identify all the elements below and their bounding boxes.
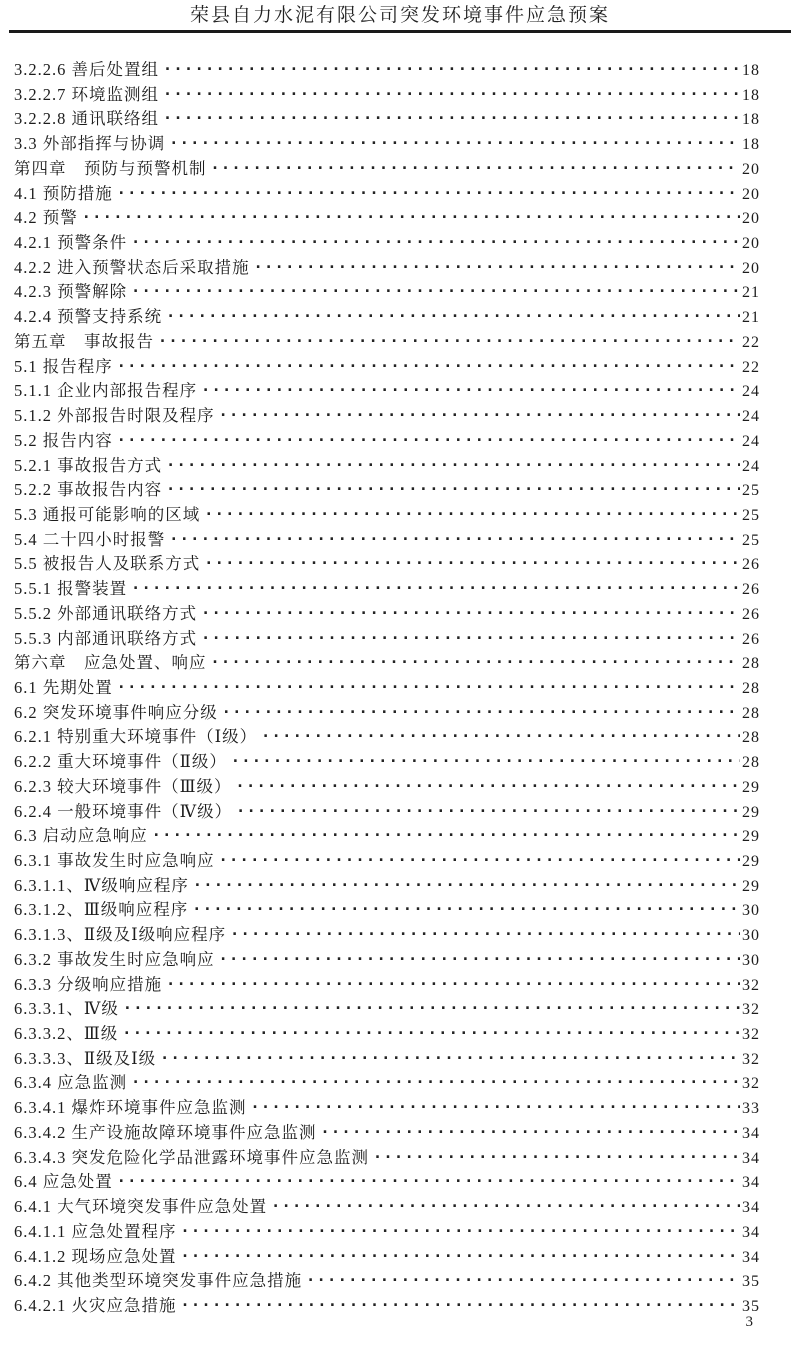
toc-entry-label: 6.3.1.3、Ⅱ级及Ⅰ级响应程序 (14, 925, 227, 945)
document-title: 荣县自力水泥有限公司突发环境事件应急预案 (189, 5, 610, 26)
toc-leader-dots (236, 777, 740, 796)
toc-leader-dots (192, 900, 740, 919)
toc-entry (14, 1144, 760, 1169)
toc-entry (14, 674, 760, 699)
toc-leader-dots (131, 233, 740, 252)
toc-entry-label: 5.5.3 内部通讯联络方式 (14, 628, 198, 648)
toc-entry-page: 34 (742, 1149, 760, 1167)
toc-entry-page: 18 (742, 86, 760, 104)
toc-leader-dots (211, 159, 741, 178)
toc-entry-page: 25 (742, 531, 760, 549)
toc-entry-label: 第四章 预防与预警机制 (14, 158, 207, 178)
toc-entry-page: 26 (742, 581, 760, 599)
toc-leader-dots (131, 579, 740, 598)
toc-leader-dots (219, 950, 740, 969)
toc-entry (14, 1193, 760, 1218)
toc-entry (14, 575, 760, 600)
toc-entry (14, 476, 760, 501)
toc-entry-page: 28 (742, 754, 760, 772)
toc-entry-label: 6.3.3.2、Ⅲ级 (14, 1024, 119, 1044)
toc-entry-page: 29 (742, 778, 760, 796)
toc-leader-dots (373, 1148, 740, 1167)
toc-leader-dots (160, 1049, 740, 1068)
toc-leader-dots (166, 307, 740, 326)
toc-leader-dots (166, 456, 740, 475)
toc-entry (14, 699, 760, 724)
toc-entry-label: 5.5.1 报警装置 (14, 579, 128, 599)
toc-leader-dots (222, 703, 740, 722)
toc-leader-dots (204, 554, 740, 573)
toc-entry-label: 6.2.1 特别重大环境事件（Ⅰ级） (14, 727, 258, 747)
toc-entry-label: 5.2.1 事故报告方式 (14, 455, 163, 475)
toc-entry-label: 第五章 事故报告 (14, 331, 154, 351)
toc-entry (14, 303, 760, 328)
toc-entry-page: 24 (742, 383, 760, 401)
toc-entry-page: 25 (742, 506, 760, 524)
toc-entry (14, 1243, 760, 1268)
toc-entry-label: 5.5 被报告人及联系方式 (14, 554, 201, 574)
toc-entry-page: 32 (742, 1075, 760, 1093)
toc-leader-dots (166, 480, 740, 499)
toc-entry-label: 3.3 外部指挥与协调 (14, 134, 166, 154)
toc-entry (14, 896, 760, 921)
toc-entry (14, 105, 760, 130)
toc-entry-label: 4.2.4 预警支持系统 (14, 307, 163, 327)
toc-entry-page: 34 (742, 1199, 760, 1217)
toc-entry-label: 6.2.3 较大环境事件（Ⅲ级） (14, 776, 232, 796)
toc-entry (14, 1069, 760, 1094)
toc-entry-label: 6.2.4 一般环境事件（Ⅳ级） (14, 801, 233, 821)
toc-entry-label: 6.3.2 事故发生时应急响应 (14, 949, 215, 969)
toc-entry (14, 229, 760, 254)
toc-leader-dots (230, 925, 740, 944)
toc-entry-page: 33 (742, 1100, 760, 1118)
toc-entry-page: 18 (742, 136, 760, 154)
toc-leader-dots (254, 258, 740, 277)
toc-entry-label: 6.3.1.1、Ⅳ级响应程序 (14, 875, 189, 895)
toc-entry-page: 18 (742, 111, 760, 129)
toc-entry-label: 5.2.2 事故报告内容 (14, 480, 163, 500)
toc-entry-page: 20 (742, 210, 760, 228)
toc-entry (14, 501, 760, 526)
toc-entry-page: 34 (742, 1174, 760, 1192)
toc-entry (14, 427, 760, 452)
toc-entry-label: 6.2.2 重大环境事件（Ⅱ级） (14, 752, 227, 772)
toc-leader-dots (321, 1123, 741, 1142)
toc-leader-dots (231, 752, 740, 771)
toc-leader-dots (131, 282, 740, 301)
toc-entry-page: 20 (742, 235, 760, 253)
toc-entry (14, 872, 760, 897)
toc-entry (14, 353, 760, 378)
toc-entry (14, 847, 760, 872)
toc-entry-page: 28 (742, 704, 760, 722)
toc-entry-page: 20 (742, 160, 760, 178)
toc-leader-dots (117, 678, 740, 697)
toc-entry-label: 6.4.1.2 现场应急处置 (14, 1246, 177, 1266)
toc-entry (14, 130, 760, 155)
toc-leader-dots (163, 109, 740, 128)
toc-entry-label: 5.5.2 外部通讯联络方式 (14, 603, 198, 623)
toc-entry (14, 625, 760, 650)
toc-entry-page: 30 (742, 927, 760, 945)
toc-entry-page: 24 (742, 432, 760, 450)
page-header (0, 0, 800, 33)
toc-leader-dots (163, 60, 740, 79)
toc-entry (14, 798, 760, 823)
toc-entry (14, 1119, 760, 1144)
toc-leader-dots (181, 1222, 741, 1241)
toc-entry (14, 452, 760, 477)
toc-entry-label: 4.2.3 预警解除 (14, 282, 128, 302)
toc-leader-dots (219, 406, 740, 425)
toc-entry-label: 6.3.1.2、Ⅲ级响应程序 (14, 900, 189, 920)
toc-entry-page: 35 (742, 1297, 760, 1315)
toc-entry-label: 5.1.2 外部报告时限及程序 (14, 406, 215, 426)
toc-entry-label: 6.3.4 应急监测 (14, 1073, 128, 1093)
toc-entry-page: 26 (742, 630, 760, 648)
toc-entry-page: 18 (742, 62, 760, 79)
toc-leader-dots (163, 85, 740, 104)
toc-leader-dots (211, 653, 741, 672)
toc-entry-label: 6.3.1 事故发生时应急响应 (14, 851, 215, 870)
toc-entry-label: 5.1.1 企业内部报告程序 (14, 381, 198, 401)
toc-entry (14, 1218, 760, 1243)
toc-entry-label: 4.2.2 进入预警状态后采取措施 (14, 257, 250, 277)
toc-entry-page: 26 (742, 605, 760, 623)
toc-entry-page: 28 (742, 729, 760, 747)
toc-leader-dots (251, 1098, 741, 1117)
toc-entry-page: 32 (742, 1026, 760, 1044)
toc-entry-page: 34 (742, 1223, 760, 1241)
toc-entry (14, 56, 760, 81)
toc-entry (14, 402, 760, 427)
toc-leader-dots (117, 357, 740, 376)
toc-entry-label: 4.2.1 预警条件 (14, 233, 128, 253)
toc-entry-page: 34 (742, 1124, 760, 1142)
toc-leader-dots (219, 851, 740, 870)
toc-entry-label: 6.4.2 其他类型环境突发事件应急措施 (14, 1271, 303, 1291)
toc-entry-label: 6.4.1.1 应急处置程序 (14, 1221, 177, 1241)
toc-leader-dots (193, 876, 740, 895)
toc-leader-dots (123, 999, 740, 1018)
toc-entry (14, 328, 760, 353)
toc-entry-label: 6.3.4.3 突发危险化学品泄露环境事件应急监测 (14, 1147, 369, 1167)
toc-entry-page: 32 (742, 1001, 760, 1019)
toc-entry-label: 5.3 通报可能影响的区域 (14, 504, 201, 524)
toc-entry-label: 6.3.4.2 生产设施故障环境事件应急监测 (14, 1122, 317, 1142)
toc-entry (14, 995, 760, 1020)
toc-entry (14, 1168, 760, 1193)
toc-entry-page: 20 (742, 259, 760, 277)
toc-leader-dots (131, 1073, 740, 1092)
toc-entry (14, 600, 760, 625)
toc-entry-page: 32 (742, 976, 760, 994)
toc-leader-dots (306, 1271, 740, 1290)
toc-entry (14, 1020, 760, 1045)
toc-entry-page: 29 (742, 828, 760, 846)
toc-entry-page: 34 (742, 1248, 760, 1266)
toc-leader-dots (158, 332, 740, 351)
toc-entry-label: 6.4.1 大气环境突发事件应急处置 (14, 1197, 268, 1217)
toc-entry-page: 28 (742, 655, 760, 673)
toc-leader-dots (201, 629, 740, 648)
toc-entry-label: 6.3 启动应急响应 (14, 826, 148, 846)
toc-entry-page: 24 (742, 457, 760, 475)
toc-entry (14, 971, 760, 996)
toc-entry (14, 254, 760, 279)
toc-entry-label: 6.4 应急处置 (14, 1172, 113, 1192)
toc-entry-page: 28 (742, 679, 760, 697)
toc-entry (14, 773, 760, 798)
table-of-contents (0, 33, 800, 1317)
toc-entry (14, 723, 760, 748)
toc-entry-page: 26 (742, 556, 760, 574)
toc-entry (14, 822, 760, 847)
toc-entry-label: 6.3.3.3、Ⅱ级及Ⅰ级 (14, 1048, 157, 1068)
toc-leader-dots (201, 604, 740, 623)
toc-leader-dots (261, 727, 740, 746)
toc-entry (14, 748, 760, 773)
toc-entry (14, 204, 760, 229)
toc-entry-label: 6.3.3 分级响应措施 (14, 974, 163, 994)
toc-entry (14, 180, 760, 205)
toc-entry-page: 21 (742, 284, 760, 302)
toc-leader-dots (117, 184, 740, 203)
toc-entry-page: 21 (742, 309, 760, 327)
toc-leader-dots (181, 1296, 741, 1315)
toc-entry-label: 3.2.2.6 善后处置组 (14, 60, 159, 79)
toc-entry-page: 25 (742, 482, 760, 500)
toc-leader-dots (271, 1197, 740, 1216)
toc-entry (14, 1267, 760, 1292)
toc-entry (14, 155, 760, 180)
toc-leader-dots (117, 1172, 740, 1191)
toc-entry-page: 29 (742, 877, 760, 895)
toc-entry-label: 4.2 预警 (14, 208, 78, 228)
toc-entry-page: 22 (742, 333, 760, 351)
toc-leader-dots (122, 1024, 740, 1043)
toc-leader-dots (201, 381, 740, 400)
toc-entry (14, 946, 760, 971)
toc-entry (14, 526, 760, 551)
footer-page-number: 3 (745, 1314, 753, 1330)
toc-entry-label: 6.3.4.1 爆炸环境事件应急监测 (14, 1098, 247, 1118)
toc-entry (14, 1292, 760, 1317)
toc-entry-label: 5.1 报告程序 (14, 356, 113, 376)
toc-entry (14, 278, 760, 303)
toc-entry-label: 3.2.2.7 环境监测组 (14, 84, 159, 104)
toc-entry-label: 6.1 先期处置 (14, 677, 113, 697)
toc-entry-label: 5.2 报告内容 (14, 430, 113, 450)
toc-leader-dots (181, 1247, 741, 1266)
toc-entry-page: 29 (742, 853, 760, 870)
toc-entry (14, 81, 760, 106)
toc-entry-page: 35 (742, 1273, 760, 1291)
toc-leader-dots (169, 530, 740, 549)
toc-entry (14, 1094, 760, 1119)
toc-leader-dots (169, 134, 740, 153)
toc-entry-page: 29 (742, 803, 760, 821)
toc-entry (14, 921, 760, 946)
toc-entry-page: 32 (742, 1050, 760, 1068)
toc-entry-page: 24 (742, 408, 760, 426)
toc-entry-page: 30 (742, 902, 760, 920)
toc-leader-dots (236, 802, 740, 821)
toc-entry-label: 第六章 应急处置、响应 (14, 653, 207, 673)
toc-entry (14, 550, 760, 575)
toc-leader-dots (204, 505, 740, 524)
toc-entry (14, 649, 760, 674)
toc-entry-label: 4.1 预防措施 (14, 183, 113, 203)
toc-entry-label: 5.4 二十四小时报警 (14, 529, 166, 549)
toc-entry-label: 6.2 突发环境事件响应分级 (14, 702, 218, 722)
toc-leader-dots (166, 975, 740, 994)
toc-leader-dots (82, 208, 740, 227)
toc-entry (14, 377, 760, 402)
toc-leader-dots (152, 826, 740, 845)
toc-leader-dots (117, 431, 740, 450)
toc-entry (14, 1045, 760, 1070)
toc-entry-label: 6.3.3.1、Ⅳ级 (14, 999, 119, 1019)
toc-entry-page: 30 (742, 951, 760, 969)
toc-entry-page: 22 (742, 358, 760, 376)
toc-entry-page: 20 (742, 185, 760, 203)
toc-entry-label: 6.4.2.1 火灾应急措施 (14, 1295, 177, 1315)
toc-entry-label: 3.2.2.8 通讯联络组 (14, 109, 159, 129)
